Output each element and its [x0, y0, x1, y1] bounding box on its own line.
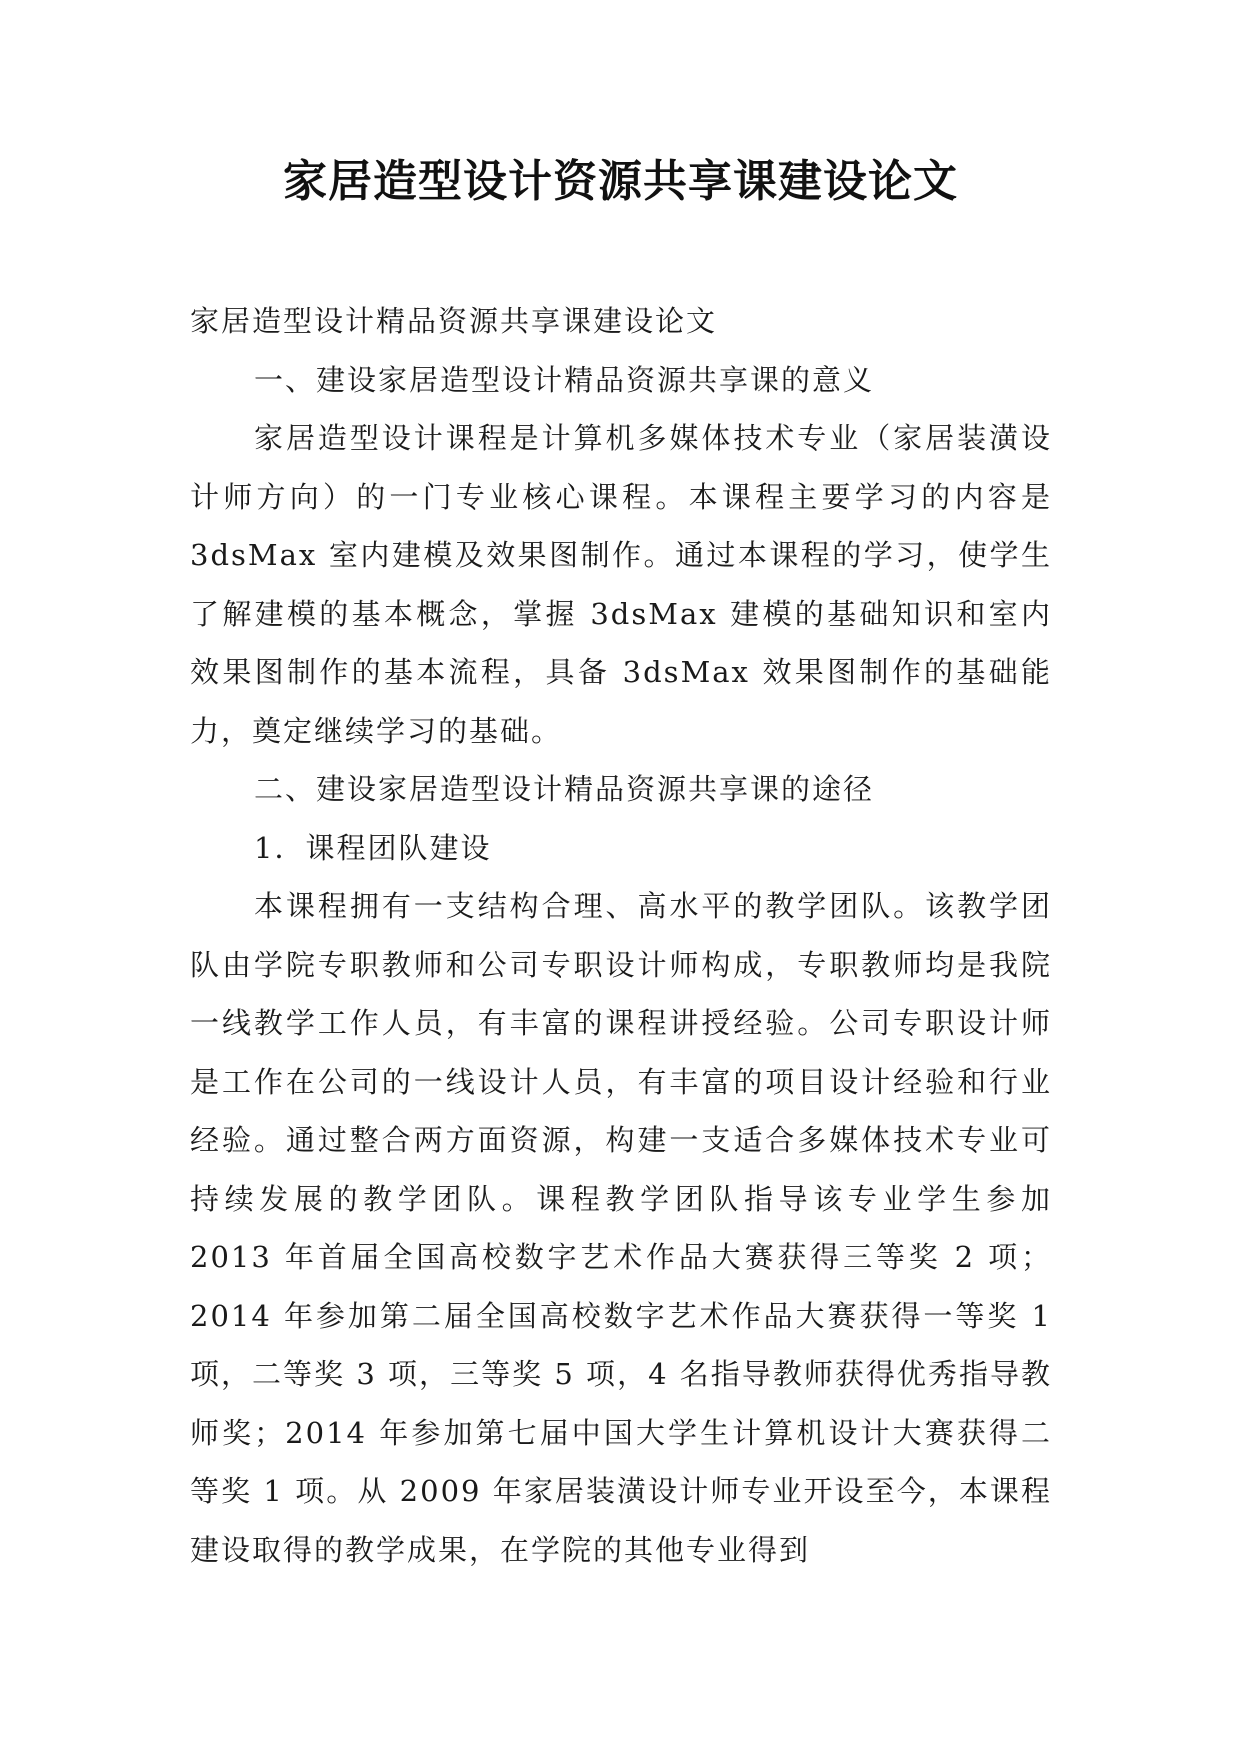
heading-subsection-1: 1．课程团队建设: [254, 830, 492, 865]
heading-section-2: 二、建设家居造型设计精品资源共享课的途径: [254, 772, 875, 806]
paragraph-subtitle: 家居造型设计精品资源共享课建设论文: [190, 304, 718, 338]
document-body: [190, 292, 1052, 1579]
heading-section-1: 一、建设家居造型设计精品资源共享课的意义: [254, 362, 875, 397]
document-title: 家居造型设计资源共享课建设论文: [283, 156, 958, 207]
paragraph-team: 本课程拥有一支结构合理、高水平的教学团队。该教学团队由学院专职教师和公司专职设计师构成，专职教师均是我院一线教学工作人员，有丰富的课程讲授经验。公司专职设计师是工作在公司的一线设计人员，有丰富的项目设计经验和行业经验。通过整合两方面资源，构建一支适合多媒体技术专业可持续发展的教学团队。课程教学团队指导该专业学生参加 2013 年首届全国高校数字艺术作品大赛获得三等奖 2 项；2014 年参加第二届全国高校数字艺术作品大赛获得一等奖 1 项，二等奖 3 项，三等奖 5 项，4 名指导教师获得优秀指导教师奖；2014 年参加第七届中国大学生计算机设计大赛获得二等奖 1 项。从 2009 年家居装潢设计师专业开设至今，本课程建设取得的教学成果，在学院的其他专业得到: [190, 889, 1052, 1567]
paragraph-course-intro: 家居造型设计课程是计算机多媒体技术专业（家居装潢设计师方向）的一门专业核心课程。本课程主要学习的内容是 3dsMax 室内建模及效果图制作。通过本课程的学习，使学生了解建模的基本概念，掌握 3dsMax 建模的基础知识和室内效果图制作的基本流程，具备 3dsMax 效果图制作的基础能力，奠定继续学习的基础。: [190, 421, 1052, 748]
